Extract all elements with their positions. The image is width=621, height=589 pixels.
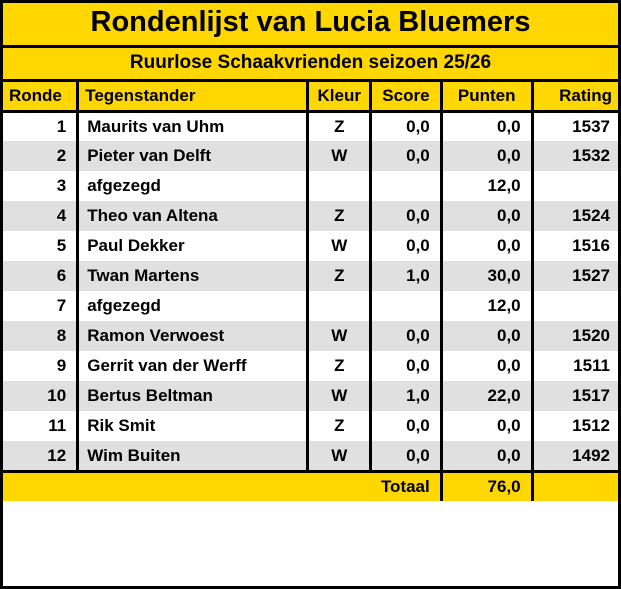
- cell-punten: 30,0: [441, 261, 532, 291]
- cell-rating: 1532: [532, 141, 618, 171]
- cell-punten: 0,0: [441, 141, 532, 171]
- table-row: [3, 261, 618, 291]
- cell-score: 0,0: [371, 321, 442, 351]
- table-row: [3, 111, 618, 141]
- table-footer: [3, 471, 618, 501]
- cell-kleur: [308, 171, 371, 201]
- page-title: Rondenlijst van Lucia Bluemers: [90, 6, 531, 38]
- column-header-kleur: Kleur: [308, 82, 371, 112]
- cell-kleur: Z: [308, 411, 371, 441]
- cell-tegenstander: Twan Martens: [78, 261, 308, 291]
- cell-ronde: 7: [3, 291, 78, 321]
- cell-tegenstander: Wim Buiten: [78, 441, 308, 471]
- cell-tegenstander: Theo van Altena: [78, 201, 308, 231]
- cell-score: 0,0: [371, 111, 442, 141]
- cell-kleur: Z: [308, 201, 371, 231]
- table-row: [3, 321, 618, 351]
- cell-score: 0,0: [371, 231, 442, 261]
- table-body: [3, 111, 618, 471]
- table-row: [3, 141, 618, 171]
- column-header-rating: Rating: [532, 82, 618, 112]
- cell-rating: 1517: [532, 381, 618, 411]
- cell-ronde: 10: [3, 381, 78, 411]
- cell-ronde: 2: [3, 141, 78, 171]
- table-header: [3, 82, 618, 112]
- rounds-table-wrapper: [3, 82, 618, 586]
- cell-rating: 1527: [532, 261, 618, 291]
- column-header-score: Score: [371, 82, 442, 112]
- cell-tegenstander: Maurits van Uhm: [78, 111, 308, 141]
- cell-tegenstander: Gerrit van der Werff: [78, 351, 308, 381]
- cell-rating: 1520: [532, 321, 618, 351]
- column-header-tegenstander: Tegenstander: [78, 82, 308, 112]
- cell-tegenstander: Ramon Verwoest: [78, 321, 308, 351]
- cell-tegenstander: Bertus Beltman: [78, 381, 308, 411]
- cell-tegenstander: afgezegd: [78, 291, 308, 321]
- cell-punten: 0,0: [441, 321, 532, 351]
- total-empty-cell: [532, 471, 618, 501]
- cell-score: [371, 291, 442, 321]
- table-row: [3, 441, 618, 471]
- total-row: [3, 471, 618, 501]
- subtitle-bar: [3, 48, 618, 82]
- cell-rating: 1524: [532, 201, 618, 231]
- cell-ronde: 12: [3, 441, 78, 471]
- cell-kleur: Z: [308, 261, 371, 291]
- cell-punten: 0,0: [441, 441, 532, 471]
- page-subtitle: Ruurlose Schaakvrienden seizoen 25/26: [129, 51, 492, 73]
- total-value: 76,0: [441, 471, 532, 501]
- cell-punten: 22,0: [441, 381, 532, 411]
- cell-rating: 1537: [532, 111, 618, 141]
- cell-punten: 0,0: [441, 201, 532, 231]
- cell-rating: 1511: [532, 351, 618, 381]
- rounds-table: [3, 82, 618, 502]
- cell-rating: [532, 291, 618, 321]
- cell-score: 0,0: [371, 351, 442, 381]
- table-row: [3, 291, 618, 321]
- cell-tegenstander: Paul Dekker: [78, 231, 308, 261]
- cell-ronde: 9: [3, 351, 78, 381]
- table-row: [3, 351, 618, 381]
- total-label: Totaal: [3, 471, 441, 501]
- cell-rating: 1512: [532, 411, 618, 441]
- cell-punten: 12,0: [441, 291, 532, 321]
- cell-rating: [532, 171, 618, 201]
- cell-tegenstander: Pieter van Delft: [78, 141, 308, 171]
- cell-kleur: Z: [308, 111, 371, 141]
- column-header-ronde: Ronde: [3, 82, 78, 112]
- cell-punten: 0,0: [441, 411, 532, 441]
- cell-score: 1,0: [371, 261, 442, 291]
- cell-punten: 0,0: [441, 111, 532, 141]
- cell-ronde: 4: [3, 201, 78, 231]
- column-header-punten: Punten: [441, 82, 532, 112]
- cell-kleur: W: [308, 321, 371, 351]
- table-row: [3, 201, 618, 231]
- table-row: [3, 411, 618, 441]
- cell-rating: 1516: [532, 231, 618, 261]
- cell-ronde: 11: [3, 411, 78, 441]
- table-row: [3, 171, 618, 201]
- cell-kleur: Z: [308, 351, 371, 381]
- cell-rating: 1492: [532, 441, 618, 471]
- table-row: [3, 231, 618, 261]
- cell-kleur: W: [308, 381, 371, 411]
- cell-kleur: W: [308, 141, 371, 171]
- cell-ronde: 1: [3, 111, 78, 141]
- cell-score: 0,0: [371, 411, 442, 441]
- title-bar: [3, 3, 618, 48]
- table-row: [3, 381, 618, 411]
- cell-ronde: 8: [3, 321, 78, 351]
- cell-tegenstander: afgezegd: [78, 171, 308, 201]
- cell-score: [371, 171, 442, 201]
- cell-kleur: W: [308, 441, 371, 471]
- cell-tegenstander: Rik Smit: [78, 411, 308, 441]
- cell-ronde: 5: [3, 231, 78, 261]
- cell-score: 1,0: [371, 381, 442, 411]
- cell-kleur: [308, 291, 371, 321]
- cell-score: 0,0: [371, 441, 442, 471]
- cell-ronde: 3: [3, 171, 78, 201]
- cell-punten: 0,0: [441, 231, 532, 261]
- cell-kleur: W: [308, 231, 371, 261]
- cell-punten: 12,0: [441, 171, 532, 201]
- cell-score: 0,0: [371, 201, 442, 231]
- cell-ronde: 6: [3, 261, 78, 291]
- table-header-row: [3, 82, 618, 112]
- cell-score: 0,0: [371, 141, 442, 171]
- cell-punten: 0,0: [441, 351, 532, 381]
